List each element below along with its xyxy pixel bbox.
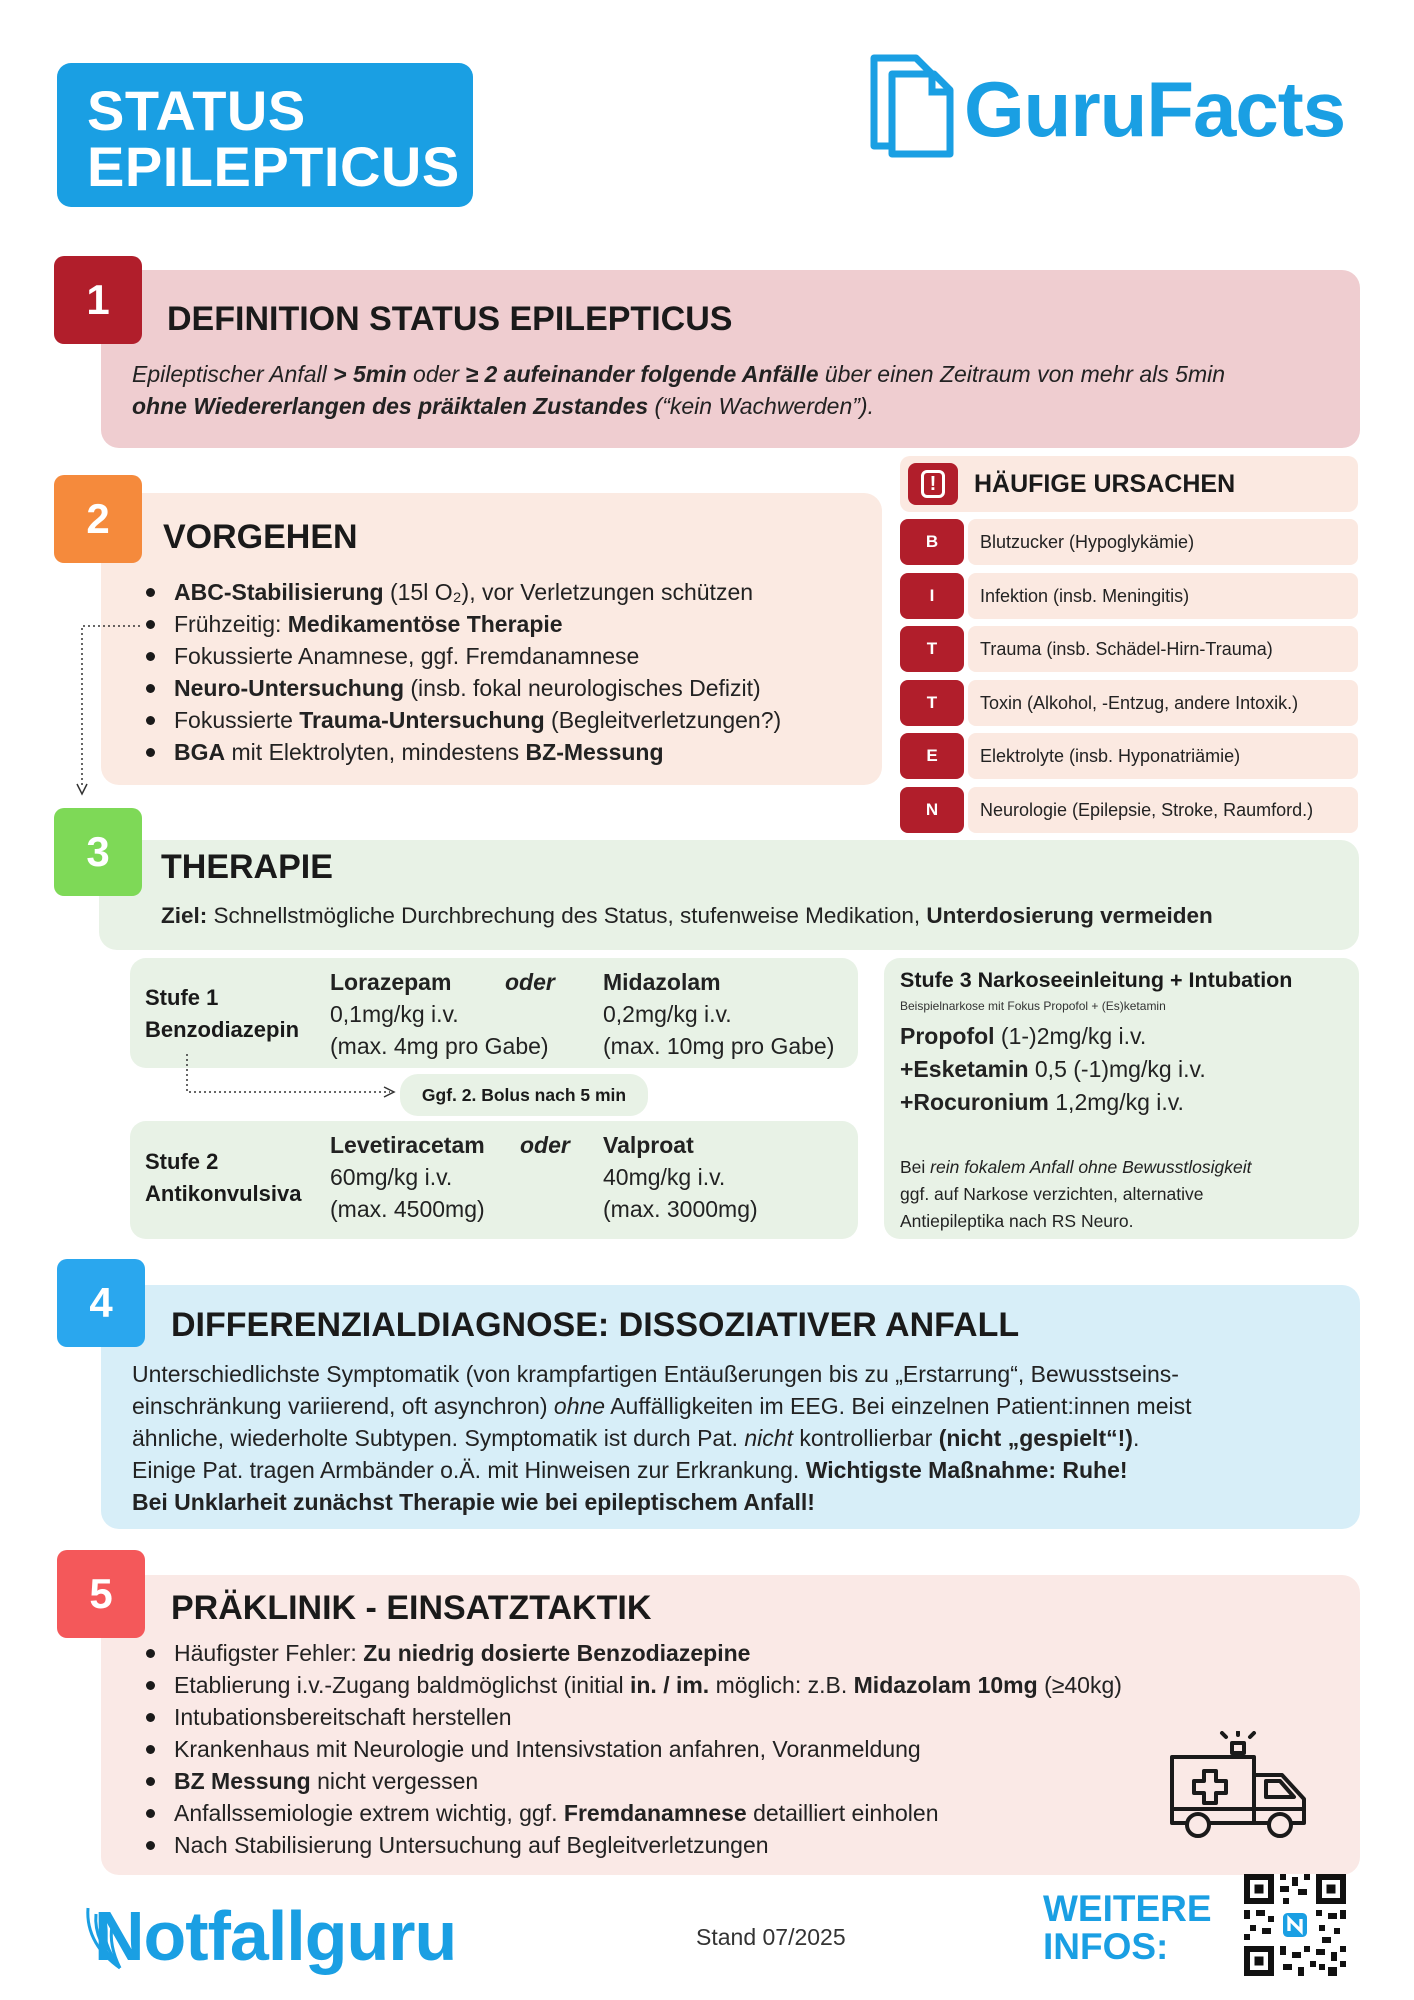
section-title-differenzialdiagnose: DIFFERENZIALDIAGNOSE: DISSOZIATIVER ANFALL <box>171 1306 1020 1344</box>
stufe-3-note: Bei rein fokalem Anfall ohne Bewusstlosigkeit ggf. auf Narkose verzichten, alternative Antiepileptika nach RS Neuro. <box>900 1157 1252 1231</box>
list-item: B Blutzucker (Hypoglykämie) <box>900 519 1358 565</box>
stufe-3-subtitle: Beispielnarkose mit Fokus Propofol + (Es)ketamin <box>900 999 1166 1013</box>
section-title-therapie: THERAPIE <box>161 848 333 886</box>
list-item: N Neurologie (Epilepsie, Stroke, Raumford.) <box>900 787 1358 833</box>
dotted-arrow-to-therapie <box>74 620 154 800</box>
narkose-dosing: Propofol (1-)2mg/kg i.v. +Esketamin 0,5 (-1)mg/kg i.v. +Rocuronium 1,2mg/kg i.v. <box>900 1023 1206 1115</box>
title-banner <box>57 63 473 207</box>
notfallguru-name: Notfallguru <box>94 1897 457 1975</box>
stufe-3-title: Stufe 3 Narkoseeinleitung + Intubation <box>900 968 1293 992</box>
list-item: Neuro-Untersuchung (insb. fokal neurologisches Defizit) <box>138 672 781 704</box>
levetiracetam-dosing: Levetiracetam 60mg/kg i.v. (max. 4500mg) <box>330 1132 485 1222</box>
section-number-5: 5 <box>57 1550 145 1638</box>
list-item: Fokussierte Trauma-Untersuchung (Begleitverletzungen?) <box>138 704 781 736</box>
notfallguru-logo <box>80 1896 520 1976</box>
list-item: BZ Messung nicht vergessen <box>138 1765 1122 1797</box>
list-item: Nach Stabilisierung Untersuchung auf Begleitverletzungen <box>138 1829 1122 1861</box>
list-item: Intubationsbereitschaft herstellen <box>138 1701 1122 1733</box>
stufe-1-label: Stufe 1 Benzodiazepin <box>145 985 300 1042</box>
exclamation-icon: ! <box>908 463 958 505</box>
section-number-4: 4 <box>57 1259 145 1347</box>
list-item: Frühzeitig: Medikamentöse Therapie <box>138 608 781 640</box>
midazolam-dosing: Midazolam 0,2mg/kg i.v. (max. 10mg pro Gabe) <box>603 969 835 1059</box>
gurufacts-logo <box>868 50 1348 160</box>
list-item: Etablierung i.v.-Zugang baldmöglichst (initial in. / im. möglich: z.B. Midazolam 10mg (≥40kg) <box>138 1669 1122 1701</box>
qr-code-icon[interactable] <box>1244 1874 1346 1976</box>
causes-title: HÄUFIGE URSACHEN <box>974 470 1236 498</box>
stand-date: Stand 07/2025 <box>696 1924 846 1950</box>
section-title-vorgehen: VORGEHEN <box>163 518 358 556</box>
section-title-praeklinik: PRÄKLINIK - EINSATZTAKTIK <box>171 1589 652 1627</box>
list-item: ABC-Stabilisierung (15l O₂), vor Verletzungen schützen <box>138 576 781 608</box>
list-item: T Trauma (insb. Schädel-Hirn-Trauma) <box>900 626 1358 672</box>
bolus-note: Ggf. 2. Bolus nach 5 min <box>400 1074 648 1116</box>
title-line-1: STATUS <box>87 79 306 142</box>
stufe-2-label: Stufe 2 Antikonvulsiva <box>145 1149 302 1206</box>
oder-label: oder <box>520 1132 570 1158</box>
dotted-arrow-to-bolus <box>180 1052 400 1102</box>
differenzialdiagnose-text: Unterschiedlichste Symptomatik (von krampfartigen Entäußerungen bis zu „Erstarrung“, Bewusstseins- einschränkung variierend, oft asynchron) ohne Auffälligkeiten im EEG. Bei einzelnen Patient:innen meist ähnliche, wiederholte Subtypen. Symptomatik ist durch Pat. nicht kontrollierbar (nicht „gespielt“!). Einige Pat. tragen Armbänder o.Ä. mit Hinweisen zur Erkrankung. Wichtigste Maßnahme: Ruhe! Bei Unklarheit zunächst Therapie wie bei epileptischem Anfall! <box>132 1361 1192 1515</box>
document-icon <box>868 50 958 160</box>
section-number-3: 3 <box>54 808 142 896</box>
praeklinik-list <box>138 1637 1122 1861</box>
section-title-definition: DEFINITION STATUS EPILEPTICUS <box>167 300 733 338</box>
list-item: T Toxin (Alkohol, -Entzug, andere Intoxik.) <box>900 680 1358 726</box>
list-item: I Infektion (insb. Meningitis) <box>900 573 1358 619</box>
title-line-2: EPILEPTICUS <box>87 135 460 198</box>
section-number-2: 2 <box>54 475 142 563</box>
list-item: Krankenhaus mit Neurologie und Intensivstation anfahren, Voranmeldung <box>138 1733 1122 1765</box>
definition-text: Epileptischer Anfall > 5min oder ≥ 2 aufeinander folgende Anfälle über einen Zeitraum von mehr als 5min ohne Wiedererlangen des präiktalen Zustandes (“kein Wachwerden”). <box>132 361 1226 419</box>
therapie-goal: Ziel: Schnellstmögliche Durchbrechung des Status, stufenweise Medikation, Unterdosierung vermeiden <box>161 903 1213 928</box>
valproat-dosing: Valproat 40mg/kg i.v. (max. 3000mg) <box>603 1132 758 1222</box>
ambulance-icon <box>1168 1731 1316 1849</box>
vorgehen-list <box>138 576 781 768</box>
list-item: Häufigster Fehler: Zu niedrig dosierte Benzodiazepine <box>138 1637 1122 1669</box>
section-number-1: 1 <box>54 256 142 344</box>
list-item: Anfallssemiologie extrem wichtig, ggf. Fremdanamnese detailliert einholen <box>138 1797 1122 1829</box>
oder-label: oder <box>505 969 555 995</box>
list-item: E Elektrolyte (insb. Hyponatriämie) <box>900 733 1358 779</box>
weitere-infos-label: WEITERE INFOS: <box>1043 1888 1212 1967</box>
lorazepam-dosing: Lorazepam 0,1mg/kg i.v. (max. 4mg pro Gabe) <box>330 969 549 1059</box>
list-item: Fokussierte Anamnese, ggf. Fremdanamnese <box>138 640 781 672</box>
brand-name: GuruFacts <box>964 65 1346 153</box>
list-item: BGA mit Elektrolyten, mindestens BZ-Messung <box>138 736 781 768</box>
